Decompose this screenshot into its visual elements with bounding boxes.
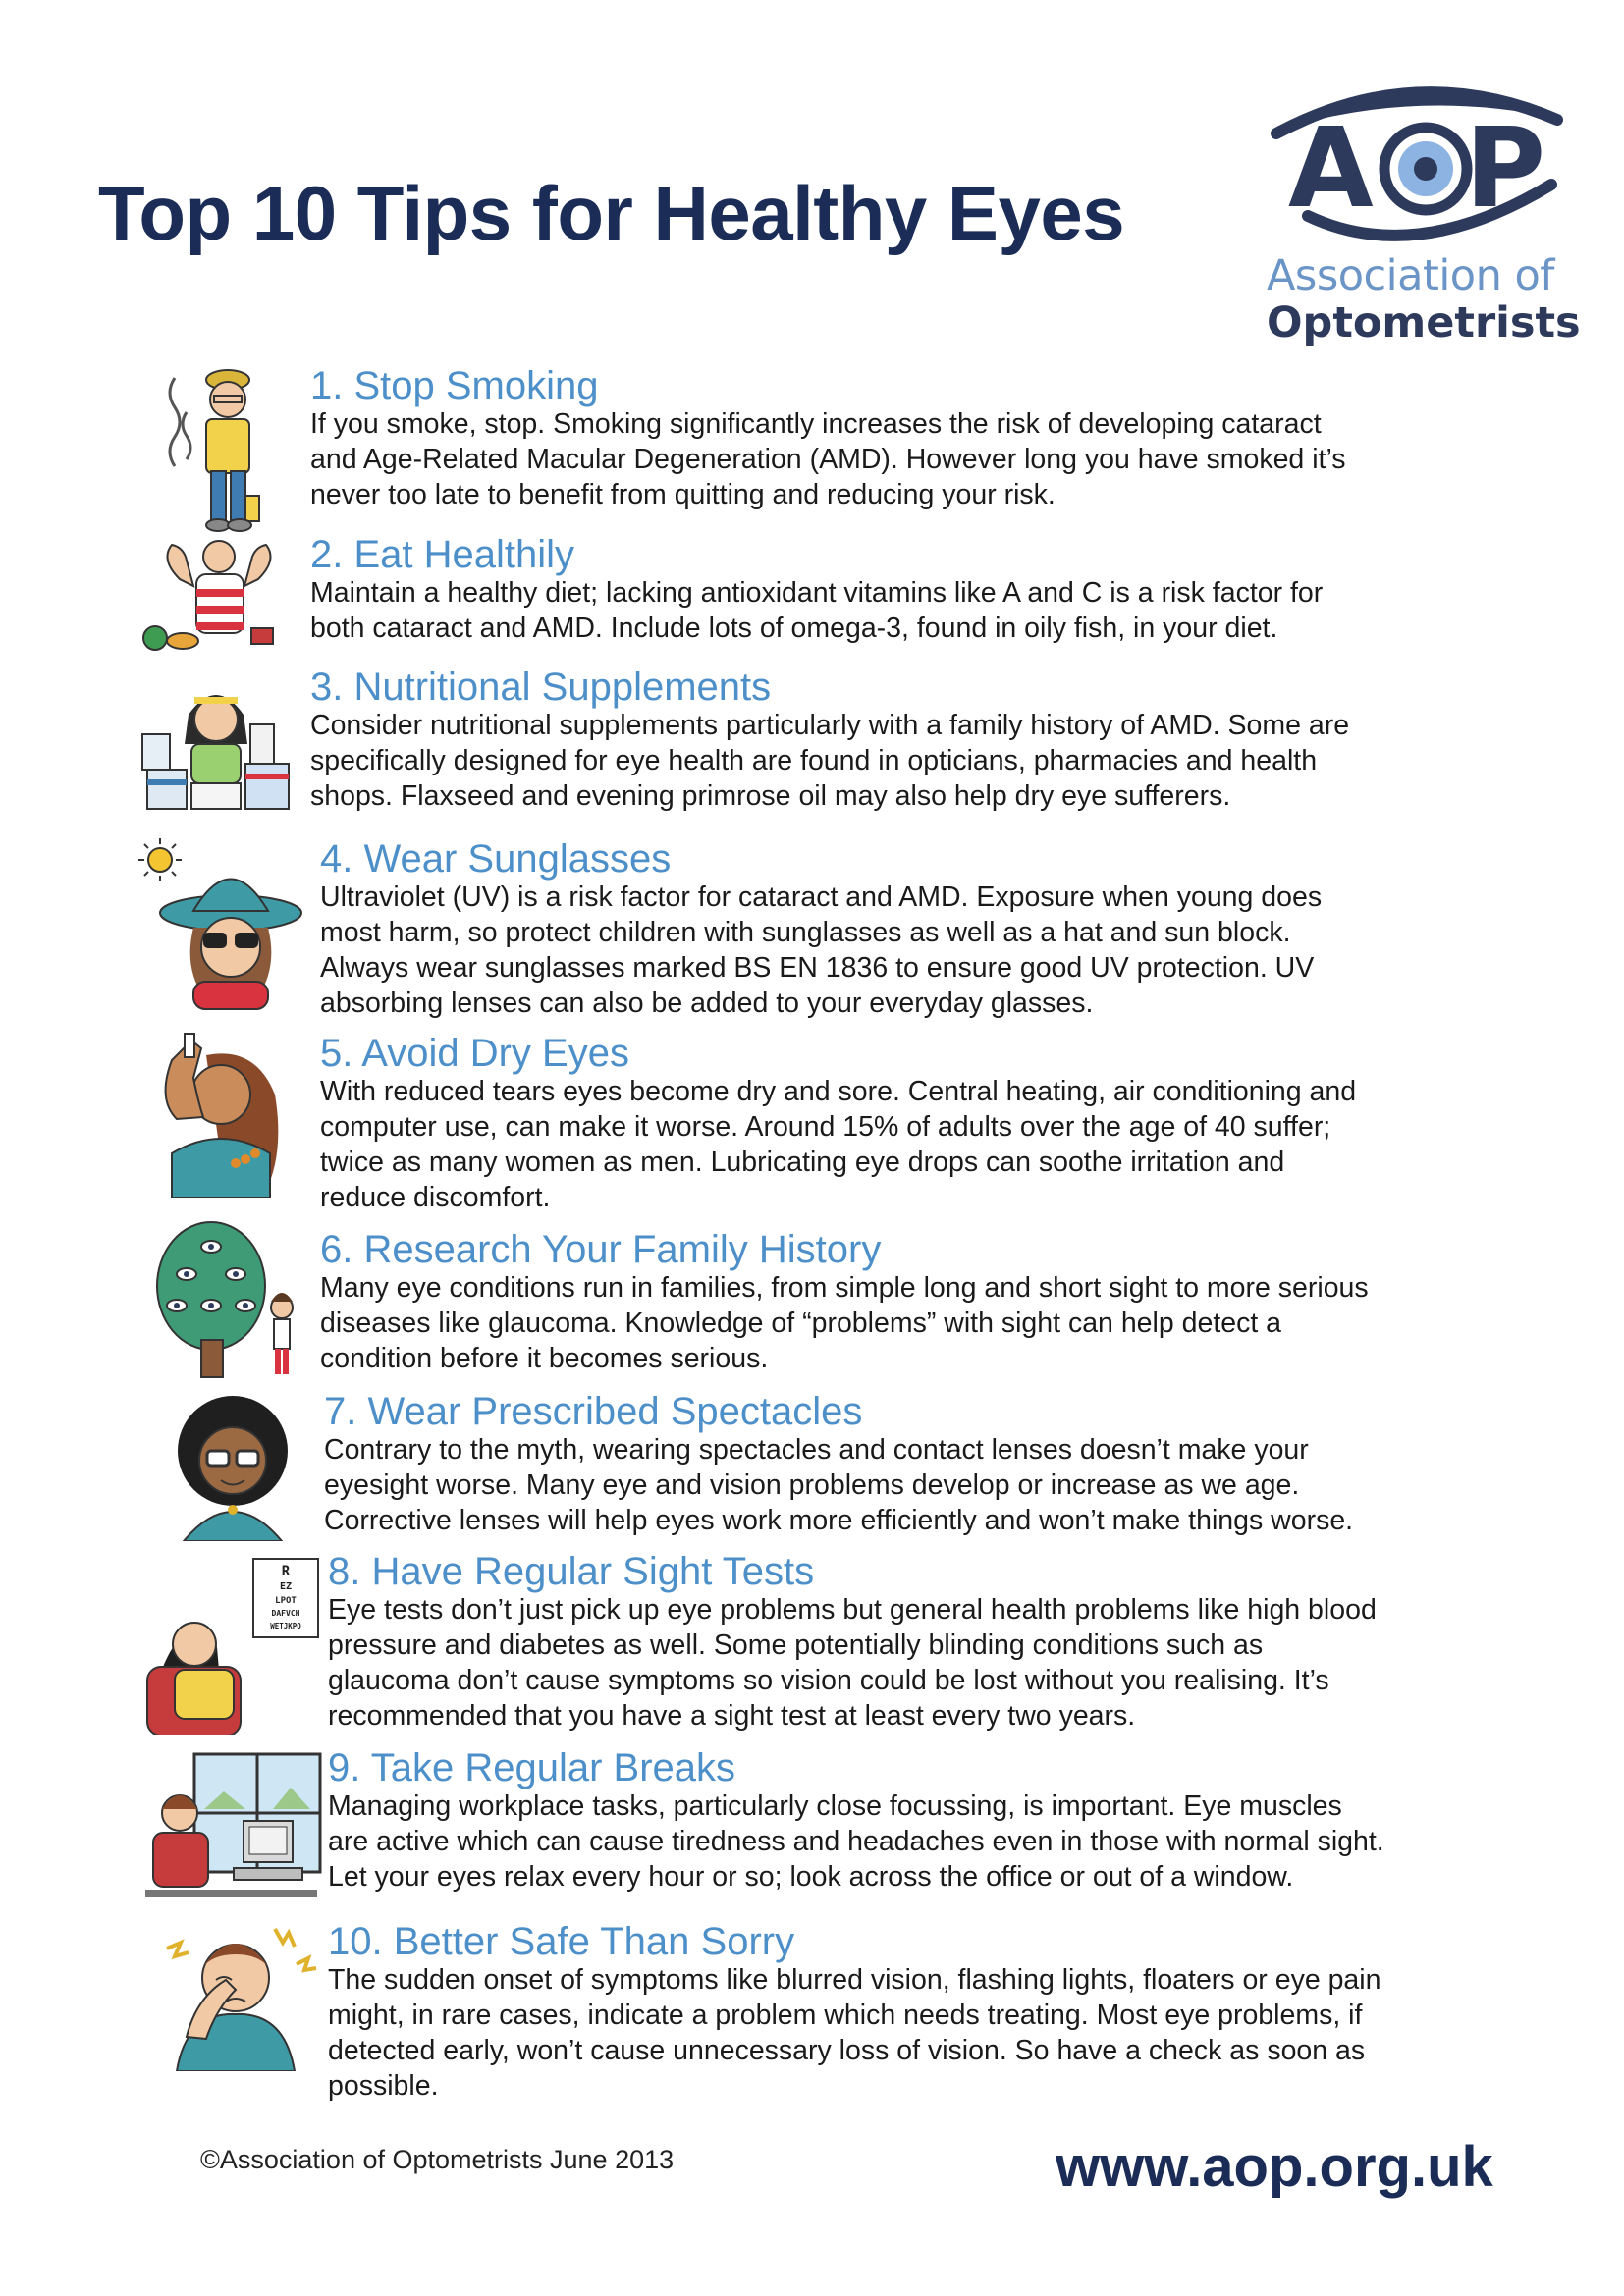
tip-line: eyesight worse. Many eye and vision problems develop or increase as we age. xyxy=(324,1469,1300,1501)
tip-body xyxy=(320,880,1322,1021)
tip-line: Corrective lenses will help eyes work more efficiently and won’t make things worse. xyxy=(324,1505,1354,1536)
tip-line: most harm, so protect children with sunglasses as well as a hat and sun block. xyxy=(320,917,1291,948)
tip-line: and Age-Related Macular Degeneration (AMD). However long you have smoked it’s xyxy=(310,444,1346,475)
boy-eye-pain-icon xyxy=(157,1919,319,2071)
tip-line: With reduced tears eyes become dry and sore. Central heating, air conditioning and xyxy=(320,1076,1357,1107)
tip-line: detected early, won’t cause unnecessary loss of vision. So have a check as soon as xyxy=(328,2035,1366,2066)
tip-title: 6. Research Your Family History xyxy=(320,1228,882,1271)
man-at-computer-window-icon xyxy=(145,1752,322,1909)
tip-line: absorbing lenses can also be added to your everyday glasses. xyxy=(320,988,1094,1019)
tip-title: 2. Eat Healthily xyxy=(310,533,575,576)
tip-title: 4. Wear Sunglasses xyxy=(320,837,672,881)
tip-line: Ultraviolet (UV) is a risk factor for cataract and AMD. Exposure when young does xyxy=(320,881,1323,913)
chart-row: R xyxy=(281,1564,291,1579)
logo-letter-p: P xyxy=(1465,105,1546,233)
tip-line: Contrary to the myth, wearing spectacles and contact lenses doesn’t make your xyxy=(324,1434,1309,1466)
tip-body xyxy=(328,1962,1380,2104)
tip-title: 8. Have Regular Sight Tests xyxy=(328,1550,815,1593)
tip-body xyxy=(310,575,1323,646)
logo-line-optometrists: Optometrists xyxy=(1267,298,1581,347)
tip-line: twice as many women as men. Lubricating eye drops can soothe irritation and xyxy=(320,1147,1285,1178)
aop-logo xyxy=(1247,79,1581,353)
tip-line: Many eye conditions run in families, from simple long and short sight to more serious xyxy=(320,1272,1369,1304)
tip-body xyxy=(310,406,1346,512)
tip-line: If you smoke, stop. Smoking significantly increases the risk of developing cataract xyxy=(310,408,1322,440)
tip-line: Let your eyes relax every hour or so; look across the office or out of a window. xyxy=(328,1861,1294,1893)
tip-line: computer use, can make it worse. Around 15% of adults over the age of 40 suffer; xyxy=(320,1111,1331,1143)
tip-line: possible. xyxy=(328,2070,439,2102)
woman-sunglasses-hat-icon xyxy=(133,834,304,1011)
tip-line: condition before it becomes serious. xyxy=(320,1343,769,1374)
woman-with-supplements-icon xyxy=(137,675,295,813)
woman-spectacles-icon xyxy=(162,1394,304,1541)
tip-line: recommended that you have a sight test at least every two years. xyxy=(328,1700,1136,1732)
tip-title: 7. Wear Prescribed Spectacles xyxy=(324,1390,863,1433)
tip-body xyxy=(320,1074,1356,1215)
tip-line: reduce discomfort. xyxy=(320,1182,551,1213)
tip-line: Always wear sunglasses marked BS EN 1836 to ensure good UV protection. UV xyxy=(320,952,1315,984)
tip-line: might, in rare cases, indicate a problem which needs treating. Most eye problems, if xyxy=(328,2000,1363,2031)
tip-line: pressure and diabetes as well. Some potentially blinding conditions such as xyxy=(328,1629,1264,1661)
tip-body xyxy=(328,1789,1384,1895)
tip-line: Managing workplace tasks, particularly close focussing, is important. Eye muscles xyxy=(328,1790,1342,1822)
sight-test-chart-icon xyxy=(145,1554,322,1735)
tip-line: The sudden onset of symptoms like blurred vision, flashing lights, floaters or eye pain xyxy=(328,1964,1381,1996)
tip-body xyxy=(328,1592,1377,1734)
tip-line: glaucoma don’t cause symptoms so vision could be lost without you realising. It’s xyxy=(328,1665,1329,1696)
tip-line: diseases like glaucoma. Knowledge of “problems” with sight can help detect a xyxy=(320,1308,1282,1339)
aop-eye-logo-icon xyxy=(1269,79,1563,250)
man-smoking-icon xyxy=(157,358,285,535)
chart-row: WETJKPO xyxy=(270,1622,301,1630)
tip-line: Maintain a healthy diet; lacking antioxidant vitamins like A and C is a risk factor for xyxy=(310,577,1324,609)
tip-body xyxy=(310,708,1349,814)
tip-title: 3. Nutritional Supplements xyxy=(310,666,772,709)
tip-body xyxy=(324,1432,1353,1538)
chart-row: EZ xyxy=(279,1581,293,1592)
copyright-notice: ©Association of Optometrists June 2013 xyxy=(200,2145,675,2174)
tip-body xyxy=(320,1270,1369,1376)
page-title: Top 10 Tips for Healthy Eyes xyxy=(98,170,1125,256)
website-link[interactable]: www.aop.org.uk xyxy=(1056,2135,1493,2199)
strongman-eating-icon xyxy=(135,535,293,653)
family-tree-eyes-icon xyxy=(152,1217,304,1379)
tip-line: Eye tests don’t just pick up eye problems but general health problems like high blood xyxy=(328,1594,1377,1626)
tip-title: 10. Better Safe Than Sorry xyxy=(328,1920,795,1963)
tip-line: both cataract and AMD. Include lots of omega-3, found in oily fish, in your diet. xyxy=(310,613,1278,644)
tip-title: 9. Take Regular Breaks xyxy=(328,1746,736,1789)
woman-eye-drops-icon xyxy=(137,1026,299,1198)
logo-letter-a: A xyxy=(1288,105,1374,233)
tip-line: specifically designed for eye health are found in opticians, pharmacies and health xyxy=(310,745,1318,776)
tip-line: are active which can cause tiredness and headaches even in those with normal sight. xyxy=(328,1826,1384,1857)
tip-line: Consider nutritional supplements particularly with a family history of AMD. Some are xyxy=(310,710,1350,741)
chart-row: DAFVCH xyxy=(271,1609,300,1618)
chart-row: LPOT xyxy=(275,1596,297,1606)
tip-line: shops. Flaxseed and evening primrose oil may also help dry eye sufferers. xyxy=(310,780,1231,812)
tip-line: never too late to benefit from quitting and reducing your risk. xyxy=(310,479,1056,510)
tip-title: 5. Avoid Dry Eyes xyxy=(320,1032,629,1075)
logo-line-association: Association of xyxy=(1267,251,1554,300)
tip-title: 1. Stop Smoking xyxy=(310,364,599,407)
